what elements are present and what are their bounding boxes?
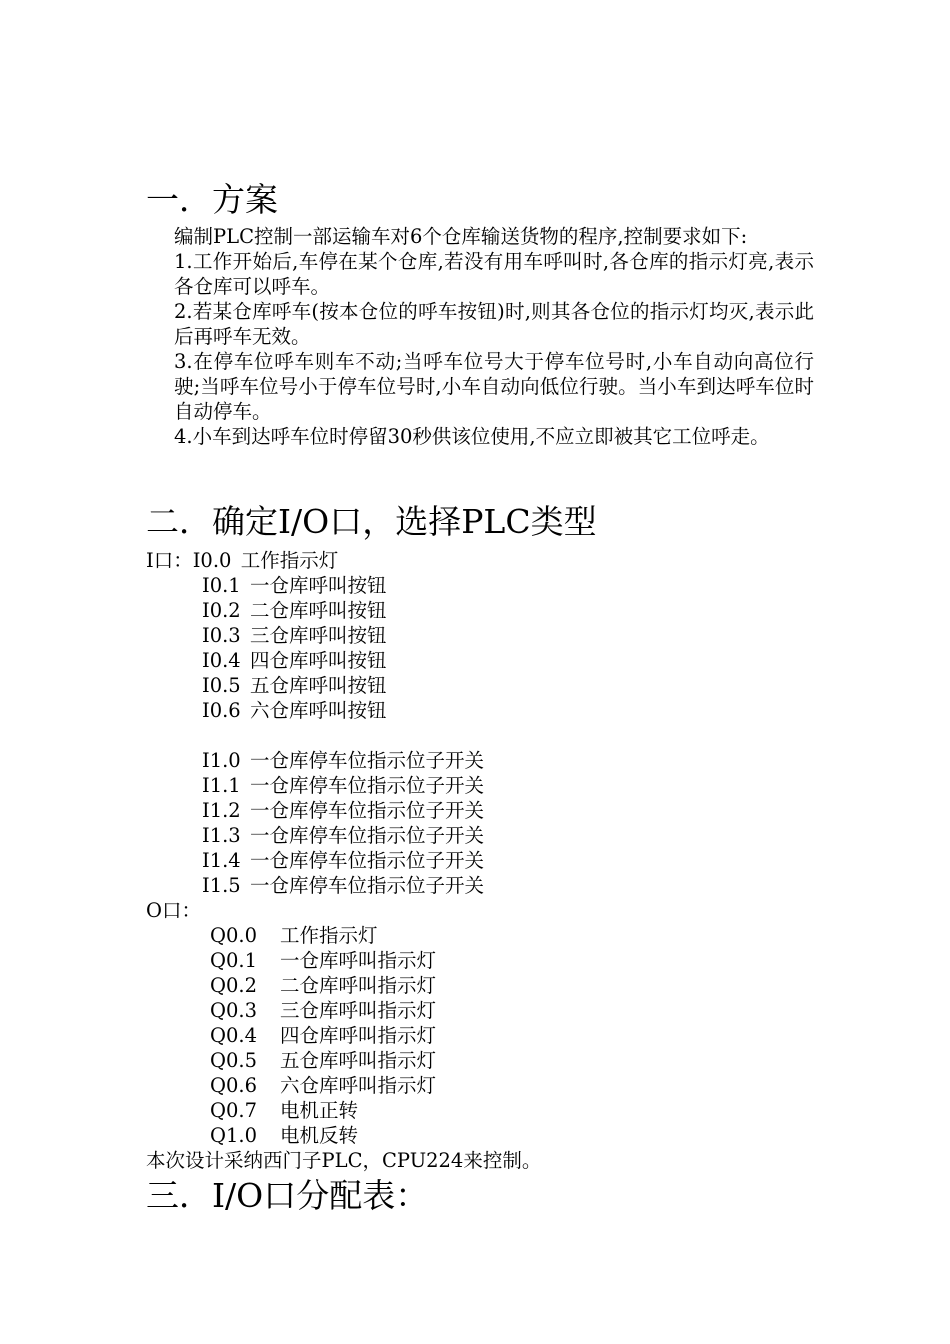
- io-label: 一仓库停车位指示位子开关: [250, 749, 485, 772]
- input-prefix: I口：: [146, 549, 193, 572]
- io-code: Q0.5: [210, 1049, 257, 1072]
- io-code: I0.2: [202, 599, 241, 622]
- list-item: [146, 573, 541, 598]
- io-code: I0.1: [202, 574, 241, 597]
- output-prefix: O口：: [146, 899, 201, 922]
- io-code: I1.0: [202, 749, 241, 772]
- list-item: [146, 1023, 541, 1048]
- io-code: I1.4: [202, 849, 241, 872]
- list-item: [146, 598, 541, 623]
- list-item: [146, 873, 541, 898]
- list-item: [146, 823, 541, 848]
- list-item: [146, 973, 541, 998]
- io-code: Q1.0: [210, 1124, 257, 1147]
- requirement-item-2: 2.若某仓库呼车(按本仓位的呼车按钮)时,则其各仓位的指示灯均灭,表示此后再呼车无效。: [174, 300, 814, 348]
- list-item: [146, 898, 541, 923]
- io-label: 三仓库呼叫按钮: [250, 624, 387, 647]
- io-code: I1.2: [202, 799, 241, 822]
- list-item: [146, 1098, 541, 1123]
- io-code: I1.5: [202, 874, 241, 897]
- io-code: Q0.4: [210, 1024, 257, 1047]
- io-code: I1.1: [202, 774, 241, 797]
- list-item: [146, 648, 541, 673]
- list-item: [146, 948, 541, 973]
- io-label: 工作指示灯: [280, 924, 378, 947]
- io-label: 工作指示灯: [240, 549, 339, 572]
- list-item: [146, 698, 541, 723]
- blank-line: [146, 723, 541, 748]
- io-code: Q0.7: [210, 1099, 257, 1122]
- io-code: Q0.6: [210, 1074, 257, 1097]
- list-item: [146, 773, 541, 798]
- requirement-item-4: 4.小车到达呼车位时停留30秒供该位使用,不应立即被其它工位呼走。: [174, 425, 770, 448]
- io-code: I0.5: [202, 674, 241, 697]
- io-label: 一仓库停车位指示位子开关: [250, 824, 485, 847]
- io-code: Q0.0: [210, 924, 257, 947]
- list-item: [146, 848, 541, 873]
- list-item: [146, 623, 541, 648]
- io-code: Q0.2: [210, 974, 257, 997]
- io-code: I0.3: [202, 624, 241, 647]
- section-1-body: [174, 224, 814, 449]
- io-label: 五仓库呼叫按钮: [250, 674, 387, 697]
- list-item: [146, 798, 541, 823]
- io-code: Q0.1: [210, 949, 257, 972]
- io-label: 一仓库停车位指示位子开关: [250, 874, 485, 897]
- io-label: 电机正转: [280, 1099, 359, 1122]
- input-list: [146, 548, 541, 1173]
- list-item: [146, 998, 541, 1023]
- io-code: I0.6: [202, 699, 241, 722]
- io-label: 一仓库呼叫按钮: [250, 574, 387, 597]
- io-label: 三仓库呼叫指示灯: [280, 999, 437, 1022]
- io-label: 二仓库呼叫按钮: [250, 599, 387, 622]
- io-label: 二仓库呼叫指示灯: [280, 974, 437, 997]
- intro-paragraph: 编制PLC控制一部运输车对6个仓库输送货物的程序,控制要求如下:: [174, 225, 748, 248]
- io-label: 五仓库呼叫指示灯: [280, 1049, 437, 1072]
- io-code: Q0.3: [210, 999, 257, 1022]
- list-item: [146, 923, 541, 948]
- io-label: 一仓库停车位指示位子开关: [250, 849, 485, 872]
- list-item: [146, 1048, 541, 1073]
- closing-line: 本次设计采纳西门子PLC，CPU224来控制。: [146, 1149, 542, 1172]
- io-code: I0.4: [202, 649, 241, 672]
- io-label: 一仓库停车位指示位子开关: [250, 774, 485, 797]
- requirement-item-3: 3.在停车位呼车则车不动;当呼车位号大于停车位号时,小车自动向高位行驶;当呼车位号小于停车位号时,小车自动向低位行驶。当小车到达呼车位时自动停车。: [174, 350, 814, 423]
- list-item: [146, 1123, 541, 1148]
- section-3-heading: 三．I/O口分配表：: [146, 1176, 429, 1215]
- io-label: 六仓库呼叫按钮: [250, 699, 387, 722]
- list-item: [146, 673, 541, 698]
- io-label: 一仓库呼叫指示灯: [280, 949, 437, 972]
- requirement-item-1: 1.工作开始后,车停在某个仓库,若没有用车呼叫时,各仓库的指示灯亮,表示各仓库可以呼车。: [174, 250, 814, 298]
- io-label: 电机反转: [280, 1124, 359, 1147]
- list-item: [146, 1073, 541, 1098]
- list-item: [146, 748, 541, 773]
- section-1-heading: 一．方案: [146, 180, 278, 219]
- io-code: I0.0: [192, 549, 232, 572]
- io-label: 四仓库呼叫指示灯: [280, 1024, 437, 1047]
- io-label: 四仓库呼叫按钮: [250, 649, 387, 672]
- io-code: I1.3: [202, 824, 241, 847]
- io-label: 六仓库呼叫指示灯: [280, 1074, 437, 1097]
- section-2-heading: 二．确定I/O口，选择PLC类型: [146, 502, 597, 541]
- list-item: [146, 548, 541, 573]
- io-label: 一仓库停车位指示位子开关: [250, 799, 485, 822]
